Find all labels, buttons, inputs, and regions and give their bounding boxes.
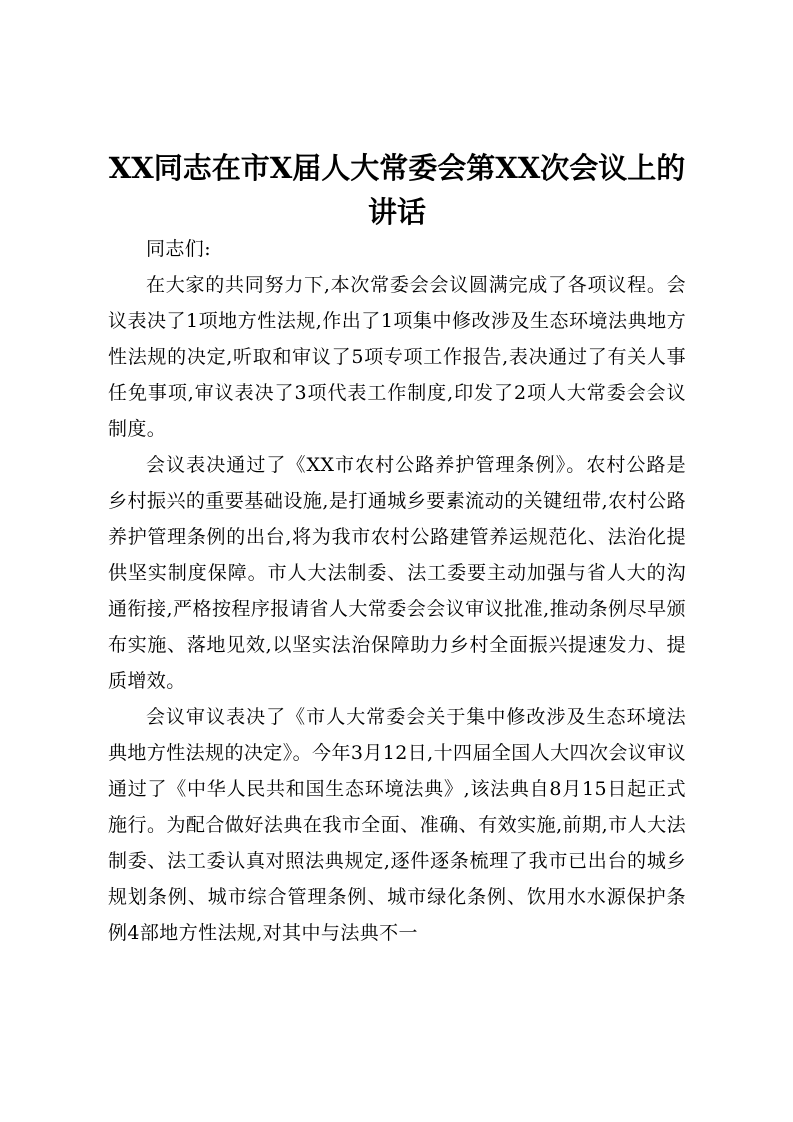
document-title: XX同志在市X届人大常委会第XX次会议上的讲话 <box>108 151 686 229</box>
document-body <box>108 231 686 951</box>
paragraph: 在大家的共同努力下,本次常委会会议圆满完成了各项议程。会议表决了1项地方性法规,作出了1项集中修改涉及生态环境法典地方性法规的决定,听取和审议了5项专项工作报告,表决通过了有关人事任免事项,审议表决了3项代表工作制度,印发了2项人大常委会会议制度。 <box>108 274 686 440</box>
paragraph: 会议审议表决了《市人大常委会关于集中修改涉及生态环境法典地方性法规的决定》。今年3月12日,十四届全国人大四次会议审议通过了《中华人民共和国生态环境法典》,该法典自8月15日起正式施行。为配合做好法典在我市全面、准确、有效实施,前期,市人大法制委、法工委认真对照法典规定,逐件逐条梳理了我市已出台的城乡规划条例、城市综合管理条例、城市绿化条例、饮用水水源保护条例4部地方性法规,对其中与法典不一 <box>108 706 686 944</box>
paragraph: 会议表决通过了《XX市农村公路养护管理条例》。农村公路是乡村振兴的重要基础设施,是打通城乡要素流动的关键纽带,农村公路养护管理条例的出台,将为我市农村公路建管养运规范化、法治化提供坚实制度保障。市人大法制委、法工委要主动加强与省人大的沟通衔接,严格按程序报请省人大常委会会议审议批准,推动条例尽早颁布实施、落地见效,以坚实法治保障助力乡村全面振兴提速发力、提质增效。 <box>108 454 686 692</box>
salutation: 同志们: <box>146 238 212 260</box>
